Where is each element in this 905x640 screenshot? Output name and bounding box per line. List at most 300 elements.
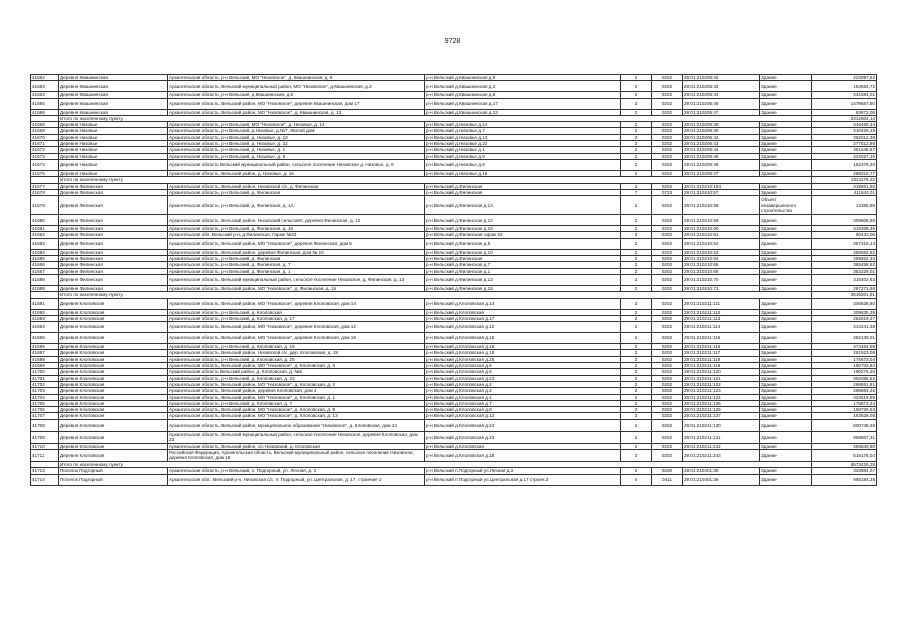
object-type: Здание [760,474,812,485]
address: Архангельская область, р-н Вельский, д. Низовье, д. 22 [168,141,425,147]
group-code: 2 [621,407,652,413]
location: р-н Вельский д.Клоповская д.2 [425,381,621,387]
row-number: 41693 [31,315,59,321]
cadastral-value: 285562,62 [812,249,877,255]
type-code: 0202 [652,315,683,321]
type-code: 0723 [652,189,683,195]
cadastral-value: 411842,01 [812,189,877,195]
cadastral-value: 309608,68 [812,215,877,226]
locality-name: Деревня Клоповская [59,375,168,381]
type-code: 0202 [652,226,683,232]
row-number: 41703 [31,388,59,394]
group-code: 2 [621,394,652,400]
location: р-н Вельский п.Подгорный ул.Центральная д.17 строен.2 [425,474,621,485]
cadastral-number: 29:01:210206:40 [683,128,760,134]
locality-name: Деревня Квашнинская [59,81,168,92]
locality-name: Деревня Филинская [59,249,168,255]
row-number: 41669 [31,128,59,134]
row-number: 41662 [31,75,59,81]
location: р-н Вельский д.Клоповская д.19 [425,350,621,356]
group-code: 2 [621,419,652,431]
group-code: 2 [621,285,652,291]
object-type: Здание [760,159,812,170]
row-number: 41701 [31,375,59,381]
cadastral-value: 241584,01 [812,92,877,98]
cadastral-number: 29:01:210211:124 [683,394,760,400]
address: Архангельская область, Вельский район, деревня Филинская, дом № 10 [168,249,425,255]
address: Архангельская область, р-н Вельский, д. Клоповская, д. 15 [168,344,425,350]
location: р-н Вельский д.Филинская д.16 [425,226,621,232]
type-code: 0202 [652,196,683,215]
location: р-н Вельский д.Клоповская д.8 [425,363,621,369]
cadastral-value: 965184,28 [812,474,877,485]
type-code: 0202 [652,183,683,189]
type-code: 0411 [652,474,683,485]
location: р-н Вельский д.Квашнинская д.6 [425,92,621,98]
cadastral-value: 319661,50 [812,183,877,189]
type-code: 0202 [652,81,683,92]
location: р-н Вельский д.Клоповская д.17 [425,315,621,321]
location: р-н Вельский д.Клоповская д.7 [425,400,621,406]
address: Архангельская область Вельский район, д. Клоповская, д. №6 [168,369,425,375]
locality-name: Деревня Низовье [59,122,168,128]
cadastral-value: 175873,34 [812,400,877,406]
object-type: Здание [760,407,812,413]
cadastral-number: 29:01:210211:242 [683,443,760,449]
type-code: 0202 [652,249,683,255]
object-type: Здание [760,81,812,92]
object-type: Здание [760,141,812,147]
cadastral-value: 323519,89 [812,394,877,400]
cadastral-value: 60433,06 [812,232,877,238]
group-code: 2 [621,256,652,262]
locality-name: Деревня Филинская [59,226,168,232]
row-number: 41704 [31,394,59,400]
cadastral-number: 29:01:210205:43 [683,81,760,92]
cadastral-value: 13385,68 [812,196,877,215]
cadastral-number: 29:01:210211:123 [683,388,760,394]
address: Архангельская область, Вельский район, с/с Низовский, д. Клоповская [168,443,425,449]
location: р-н Вельский д.Клоповская д.4 [425,388,621,394]
row-number: 41708 [31,419,59,431]
address: Архангельская область, р-н Вельский, д.Низовье, д.№7, Жилой дом [168,128,425,134]
location: р-н Вельский д.Клоповская д.13 [425,413,621,419]
cadastral-number: 29:01:210206:47 [683,170,760,176]
address: Архангельская область, р-н Вельский, д.Квашнинская, д.6 [168,92,425,98]
group-code: 2 [621,215,652,226]
cadastral-number: 29:01:210210:63 [683,249,760,255]
locality-name: Деревня Клоповская [59,400,168,406]
page-number: 9728 [444,38,461,45]
location: р-н Вельский д.Низовье д.16 [425,170,621,176]
locality-name: Деревня Низовье [59,153,168,159]
address: Архангельская область, р-н Вельский, д. Клоповская, д. 22 [168,375,425,381]
locality-name: Деревня Филинская [59,262,168,268]
type-code: 0202 [652,363,683,369]
subtotal-value: 2221178,22 [812,177,877,183]
cadastral-value: 351546,57 [812,147,877,153]
table-row [31,159,877,170]
locality-name: Деревня Низовье [59,128,168,134]
cadastral-number: 29:01:210211:126 [683,407,760,413]
address: Архангельская область, Вельский район, МО "Низовское", д. Клоповская, д. 1 [168,394,425,400]
group-code: 2 [621,356,652,362]
type-code: 0202 [652,375,683,381]
location: р-н Вельский д.Низовье д.7 [425,128,621,134]
type-code: 0202 [652,443,683,449]
table-row [31,474,877,485]
row-number: 41688 [31,274,59,285]
group-code: 2 [621,109,652,115]
row-number: 41686 [31,262,59,268]
row-number: 41710 [31,443,59,449]
address: Архангельская область, Вельский район, МО "Низовское", д. Клоповская, д. 8 [168,407,425,413]
locality-name: Деревня Клоповская [59,350,168,356]
row-number: 41677 [31,183,59,189]
group-code: 2 [621,249,652,255]
location: р-н Вельский д.Клоповская д.25 [425,356,621,362]
object-type: Здание [760,109,812,115]
type-code: 0202 [652,381,683,387]
cadastral-value: 365458,52 [812,262,877,268]
object-type: Здание [760,356,812,362]
cadastral-value: 259932,33 [812,256,877,262]
object-type: Здание [760,215,812,226]
cadastral-number: 29:01:210211:115 [683,333,760,344]
object-type: Здание [760,274,812,285]
address: Архангельская область, р-н Вельский, МО "Низовское", д. Квашнинская, д. 9 [168,75,425,81]
group-code: 2 [621,375,652,381]
table-row [31,449,877,461]
object-type: Здание [760,400,812,406]
object-type: Здание [760,344,812,350]
row-number: 41685 [31,256,59,262]
type-code: 0202 [652,238,683,249]
type-code: 0202 [652,215,683,226]
location: р-н Вельский д.Низовье д.13 [425,134,621,140]
subtotal-label: Итого по населенному пункту [59,177,812,183]
cadastral-value: 333884,07 [812,468,877,474]
cadastral-number: 29:01:210211:118 [683,356,760,362]
group-code: 2 [621,309,652,315]
object-type: Здание [760,315,812,321]
address: Российская Федерация, Архангельская область, Вельский муниципальный район, сельское поселение Низовское, деревня Клоповская, дом 18 [168,449,425,461]
type-code: 0202 [652,159,683,170]
object-type: Здание [760,443,812,449]
cadastral-value: 210425,16 [812,128,877,134]
object-type: Здание [760,298,812,309]
register-table [30,74,877,486]
object-type: Здание [760,249,812,255]
locality-name: Деревня Филинская [59,183,168,189]
cadastral-value: 298683,46 [812,388,877,394]
group-code: 2 [621,315,652,321]
row-number: 41678 [31,189,59,195]
address: Архангельская область, Вельский муниципальный район, сельское поселение Низовское, деревня Клоповская, дом 23 [168,431,425,443]
object-type: Здание [760,388,812,394]
locality-name: Деревня Низовье [59,147,168,153]
address: Архангельская область, р-н Вельский, д. Филинская, д. 16 [168,226,425,232]
locality-name: Деревня Клоповская [59,322,168,333]
cadastral-value: 309835,36 [812,309,877,315]
locality-name: Деревня Клоповская [59,315,168,321]
address: Архангельская обл, Вельский р-н, д.Филинская, Гараж №33 [168,232,425,238]
row-number: 41713 [31,468,59,474]
location: р-н Вельский д.Клоповская д.12 [425,322,621,333]
group-code: 2 [621,369,652,375]
location: р-н Вельский д.Филинская гараж 33 [425,232,621,238]
cadastral-number: 29:01:210211:119 [683,363,760,369]
cadastral-value: 190276,30 [812,369,877,375]
row-number: 41699 [31,363,59,369]
cadastral-number: 29:01:210211:113 [683,315,760,321]
group-code: 2 [621,92,652,98]
cadastral-number: 29:01:210210:57 [683,189,760,195]
group-code: 2 [621,196,652,215]
row-number: 41664 [31,92,59,98]
cadastral-number: 29:01:210210:58 [683,196,760,215]
row-number: 41666 [31,109,59,115]
row-number: 41672 [31,147,59,153]
table-row [31,431,877,443]
cadastral-value: 277513,86 [812,141,877,147]
table-row [31,196,877,215]
address: Архангельская область, р-н Вельский, д. Клоповская, д. 25 [168,356,425,362]
table-row [31,274,877,285]
row-number: 41694 [31,322,59,333]
table-row [31,298,877,309]
object-type: Здание [760,134,812,140]
object-type: Здание [760,419,812,431]
address: Архангельская область, р-н Вельский, д. Низовье, д. 1 [168,147,425,153]
cadastral-value: 274464,98 [812,344,877,350]
cadastral-number: 29:01:210206:44 [683,147,760,153]
row-number: 41689 [31,285,59,291]
location: р-н Вельский д.Клоповская д.22 [425,375,621,381]
group-code: 2 [621,141,652,147]
subtotal-value: 3515201,91 [812,292,877,298]
group-code: 2 [621,381,652,387]
group-code: 2 [621,468,652,474]
locality-name: Деревня Филинская [59,232,168,238]
locality-name: Деревня Филинская [59,285,168,291]
cadastral-number: 29:01:210210:61 [683,232,760,238]
row-number: 41697 [31,350,59,356]
cadastral-value: 158725,53 [812,407,877,413]
group-code: 2 [621,262,652,268]
type-code: 0202 [652,322,683,333]
object-type: Здание [760,153,812,159]
locality-name: Деревня Клоповская [59,449,168,461]
type-code: 0202 [652,128,683,134]
row-number: 41671 [31,141,59,147]
cadastral-value: 223097,62 [812,75,877,81]
locality-name: Деревня Низовье [59,159,168,170]
table-row [31,98,877,109]
group-code: 2 [621,344,652,350]
address: Архангельская область, Вельский район, Низовской с/с, д. Филинская [168,183,425,189]
object-type: Здание [760,122,812,128]
row-number: 41665 [31,98,59,109]
cadastral-number: 29:01:210211:120 [683,369,760,375]
object-type: Здание [760,262,812,268]
address: Архангельская область, Вельский район, МО "Низовское", деревня Квашнинская, дом 17 [168,98,425,109]
row-number: 41706 [31,407,59,413]
type-code: 0202 [652,369,683,375]
group-code: 2 [621,388,652,394]
locality-name: Деревня Филинская [59,196,168,215]
cadastral-value: 516175,04 [812,449,877,461]
row-number: 41684 [31,249,59,255]
group-code: 2 [621,128,652,134]
object-type: Здание [760,375,812,381]
location: р-н Вельский д.Клоповская д.23 [425,431,621,443]
cadastral-number: 29:01:210401:35 [683,468,760,474]
type-code: 0202 [652,350,683,356]
object-type: Здание [760,226,812,232]
object-type: Здание [760,238,812,249]
cadastral-number: 29:01:210205:44 [683,92,760,98]
table-row [31,238,877,249]
cadastral-number: 29:01:210211:130 [683,419,760,431]
row-number: 41692 [31,309,59,315]
location: р-н Вельский д.Клоповская д.1 [425,394,621,400]
group-code: 2 [621,413,652,419]
cadastral-value: 262139,01 [812,333,877,344]
type-code: 0202 [652,309,683,315]
row-number: 41675 [31,170,59,176]
location: р-н Вельский д.Филинская д.10 [425,249,621,255]
locality-name: Деревня Филинская [59,215,168,226]
row-number: 41680 [31,215,59,226]
location: р-н Вельский д.Филинская [425,256,621,262]
cadastral-number: 29:01:210210:73 [683,285,760,291]
object-type: Здание [760,170,812,176]
object-type: Здание [760,413,812,419]
location: р-н Вельский д.Низовье д.14 [425,122,621,128]
group-code: 2 [621,443,652,449]
address: Архангельская область, р-н Вельский, д. Филинская, д. 1А [168,196,425,215]
group-code: 2 [621,98,652,109]
address: Архангельская область, Вельский район, МО "Низовское", д. Клоповская, д. 13 [168,413,425,419]
address: Архангельская область, Вельский район, муниципальное образование "Низовское", д. Клоповская, дом 24 [168,419,425,431]
object-type: Здание [760,75,812,81]
type-code: 0202 [652,449,683,461]
location: р-н Вельский д.Клоповская д.8 [425,407,621,413]
type-code: 0202 [652,407,683,413]
object-type: Здание [760,309,812,315]
cadastral-number: 29:01:210211:112 [683,309,760,315]
locality-name: Деревня Клоповская [59,333,168,344]
address: Архангельская область, Вельский район, Низовской с/с, дер. Клоповская, д. 19 [168,350,425,356]
type-code: 0202 [652,141,683,147]
type-code: 0202 [652,419,683,431]
type-code: 0202 [652,333,683,344]
cadastral-value: 392012,38 [812,134,877,140]
address: Архангельская область, р-н Вельский, д. Клоповская, д. 7 [168,400,425,406]
group-code: 2 [621,238,652,249]
address: Архангельская область, р-н Вельский, д. Клоповская [168,309,425,315]
type-code: 0202 [652,274,683,285]
address: Архангельская область, Вельский район, МО "Низовское", деревня Клоповская, дом 12 [168,322,425,333]
row-number: 41681 [31,226,59,232]
address: Архангельская область, Вельский район, МО "Низовское", д. Филинская, д. 15 [168,285,425,291]
type-code: 0202 [652,256,683,262]
object-type: Здание [760,147,812,153]
locality-name: Деревня Клоповская [59,363,168,369]
locality-name: Деревня Низовье [59,170,168,176]
location: р-н Вельский д.Клоповская д.16 [425,333,621,344]
row-number: 41698 [31,356,59,362]
locality-name: Деревня Клоповская [59,394,168,400]
object-type: Здание [760,363,812,369]
group-code: 2 [621,226,652,232]
cadastral-number: 29:01:210211:121 [683,375,760,381]
type-code: 0200 [652,468,683,474]
cadastral-number: 29:01:210211:131 [683,431,760,443]
group-code: 2 [621,122,652,128]
object-type: Здание [760,232,812,238]
location: р-н Вельский д.Низовье д.6 [425,159,621,170]
cadastral-number: 29:01:210211:122 [683,381,760,387]
cadastral-value: 93672,08 [812,109,877,115]
table-row [31,419,877,431]
group-code: 2 [621,449,652,461]
row-number: 41670 [31,134,59,140]
type-code: 0202 [652,98,683,109]
address: Архангельская область, р-н Вельский, д. Клоповская, д. 17 [168,315,425,321]
location: р-н Вельский д.Квашнинская д.3 [425,81,621,92]
cadastral-value: 302085,52 [812,375,877,381]
location: р-н Вельский д.Квашнинская д.13 [425,109,621,115]
cadastral-number: 29:01:210206:42 [683,134,760,140]
table-row [31,322,877,333]
locality-name: Деревня Клоповская [59,388,168,394]
cadastral-value: 600749,28 [812,419,877,431]
group-code: 2 [621,170,652,176]
cadastral-number: 29:01:210210:66 [683,268,760,274]
type-code: 0202 [652,122,683,128]
address: Архангельская область, р-н Вельский, МО "Низовское", д. Низовье, д. 14 [168,122,425,128]
cadastral-value: 282519,47 [812,315,877,321]
address: Архангельская область, Вельский муниципальный район, МО "Низовское", д.Квашнинская, д.3 [168,81,425,92]
object-type: Объект незавершенного строительства [760,196,812,215]
location: р-н Вельский д.Филинская [425,189,621,195]
locality-name: Деревня Клоповская [59,431,168,443]
object-type: Здание [760,268,812,274]
location: р-н Вельский д.Филинская д.15 [425,285,621,291]
address: Архангельская область, Вельский район, МО "Низовское", д. Клоповская, д. 8 [168,363,425,369]
address: Архангельская область, Вельский район, МО "Низовское", деревня Клоповская, дом 14 [168,298,425,309]
type-code: 0202 [652,356,683,362]
locality-name: Поселок Подгорный [59,474,168,485]
type-code: 0202 [652,400,683,406]
cadastral-value: 153684,72 [812,81,877,92]
cadastral-value: 162379,20 [812,159,877,170]
group-code: 2 [621,298,652,309]
cadastral-value: 269640,80 [812,443,877,449]
cadastral-number: 29:01:210210:64 [683,256,760,262]
object-type: Здание [760,128,812,134]
cadastral-value: 316455,14 [812,122,877,128]
group-code: 2 [621,350,652,356]
row-number: 41683 [31,238,59,249]
locality-name: Деревня Низовье [59,134,168,140]
group-code: 3 [621,232,652,238]
object-type: Здание [760,256,812,262]
locality-name: Деревня Квашнинская [59,75,168,81]
address: Архангельская область, Вельский район, Низовский сельсовет, деревня Филинская, д. 12 [168,215,425,226]
